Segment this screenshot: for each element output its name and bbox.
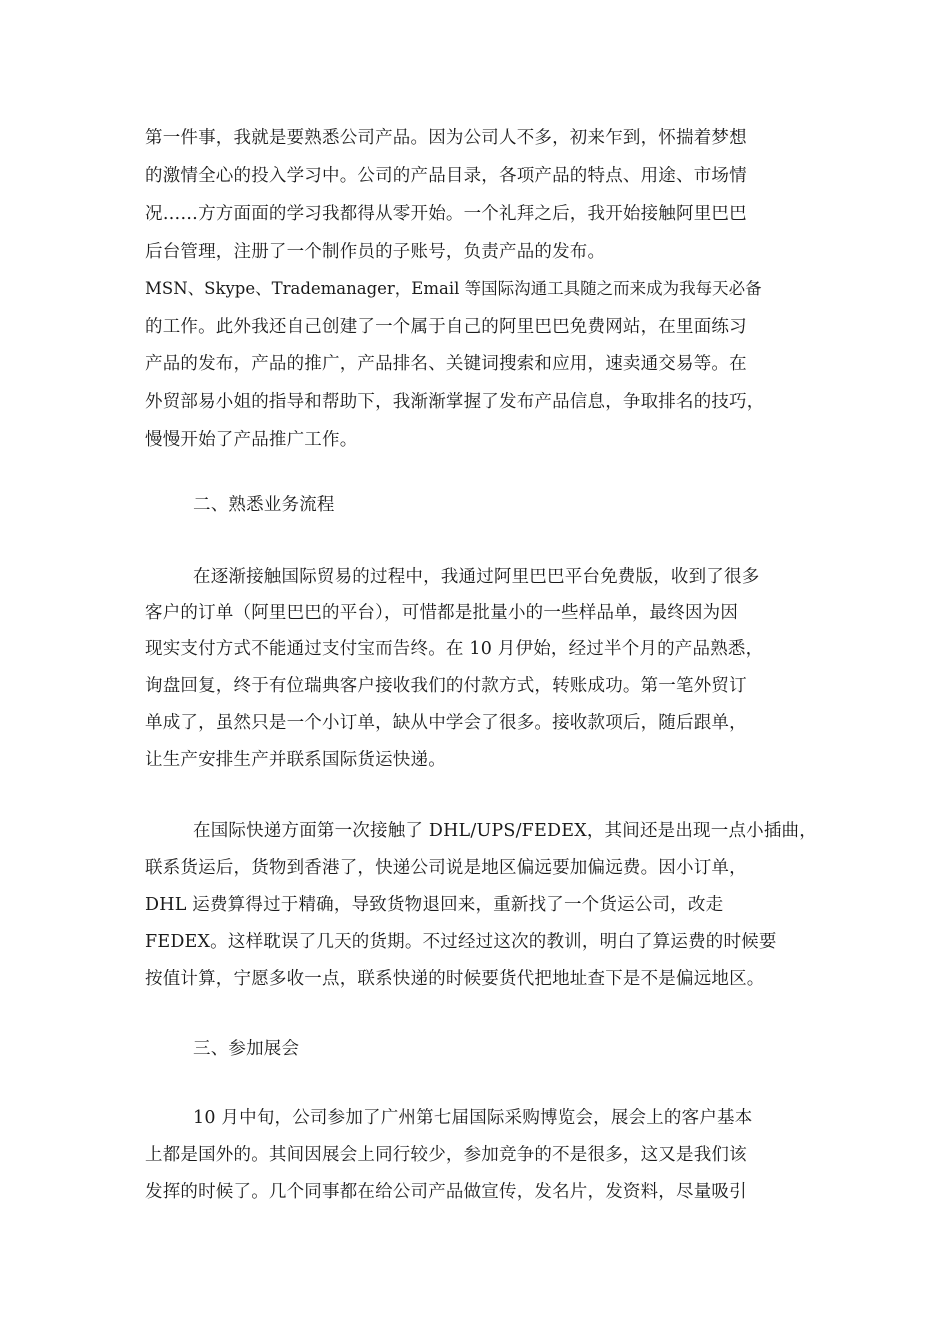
text-line: 按值计算，宁愿多收一点，联系快递的时候要货代把地址查下是不是偏远地区。 <box>145 969 765 989</box>
text-line: 慢慢开始了产品推广工作。 <box>145 430 358 450</box>
text-line: FEDEX。这样耽误了几天的货期。不过经过这次的教训，明白了算运费的时候要 <box>145 932 777 952</box>
section-heading: 二、熟悉业务流程 <box>193 495 335 515</box>
text-line: 在逐渐接触国际贸易的过程中，我通过阿里巴巴平台免费版，收到了很多 <box>193 567 760 587</box>
text-line: 发挥的时候了。几个同事都在给公司产品做宣传，发名片，发资料，尽量吸引 <box>145 1182 747 1202</box>
text-line: 产品的发布，产品的推广，产品排名、关键词搜索和应用，速卖通交易等。在 <box>145 354 747 374</box>
text-line: 单成了，虽然只是一个小订单，缺从中学会了很多。接收款项后，随后跟单， <box>145 713 747 733</box>
text-line: 况……方方面面的学习我都得从零开始。一个礼拜之后，我开始接触阿里巴巴 <box>145 204 747 224</box>
text-line: 客户的订单（阿里巴巴的平台），可惜都是批量小的一些样品单，最终因为因 <box>145 603 739 623</box>
text-line: MSN、Skype、Trademanager，Email 等国际沟通工具随之而来成为我每天必备 <box>145 279 762 298</box>
text-line: 后台管理，注册了一个制作员的子账号，负责产品的发布。 <box>145 242 606 262</box>
text-line: 询盘回复，终于有位瑞典客户接收我们的付款方式，转账成功。第一笔外贸订 <box>145 676 747 696</box>
section-heading: 三、参加展会 <box>193 1039 300 1059</box>
text-line: 10 月中旬，公司参加了广州第七届国际采购博览会，展会上的客户基本 <box>193 1108 753 1128</box>
text-line: 让生产安排生产并联系国际货运快递。 <box>145 750 446 770</box>
text-line: 现实支付方式不能通过支付宝而告终。在 10 月伊始，经过半个月的产品熟悉， <box>145 639 764 659</box>
text-line: 外贸部易小姐的指导和帮助下，我渐渐掌握了发布产品信息，争取排名的技巧， <box>145 392 765 412</box>
text-line: 的工作。此外我还自己创建了一个属于自己的阿里巴巴免费网站，在里面练习 <box>145 317 747 337</box>
text-line: 第一件事，我就是要熟悉公司产品。因为公司人不多，初来乍到，怀揣着梦想 <box>145 128 747 148</box>
text-line: 的激情全心的投入学习中。公司的产品目录，各项产品的特点、用途、市场情 <box>145 166 747 186</box>
text-line: DHL 运费算得过于精确，导致货物退回来，重新找了一个货运公司，改走 <box>145 895 724 915</box>
text-line: 在国际快递方面第一次接触了 DHL/UPS/FEDEX，其间还是出现一点小插曲， <box>193 821 817 841</box>
text-line: 联系货运后，货物到香港了，快递公司说是地区偏远要加偏远费。因小订单， <box>145 858 747 878</box>
text-line: 上都是国外的。其间因展会上同行较少，参加竞争的不是很多，这又是我们该 <box>145 1145 747 1165</box>
